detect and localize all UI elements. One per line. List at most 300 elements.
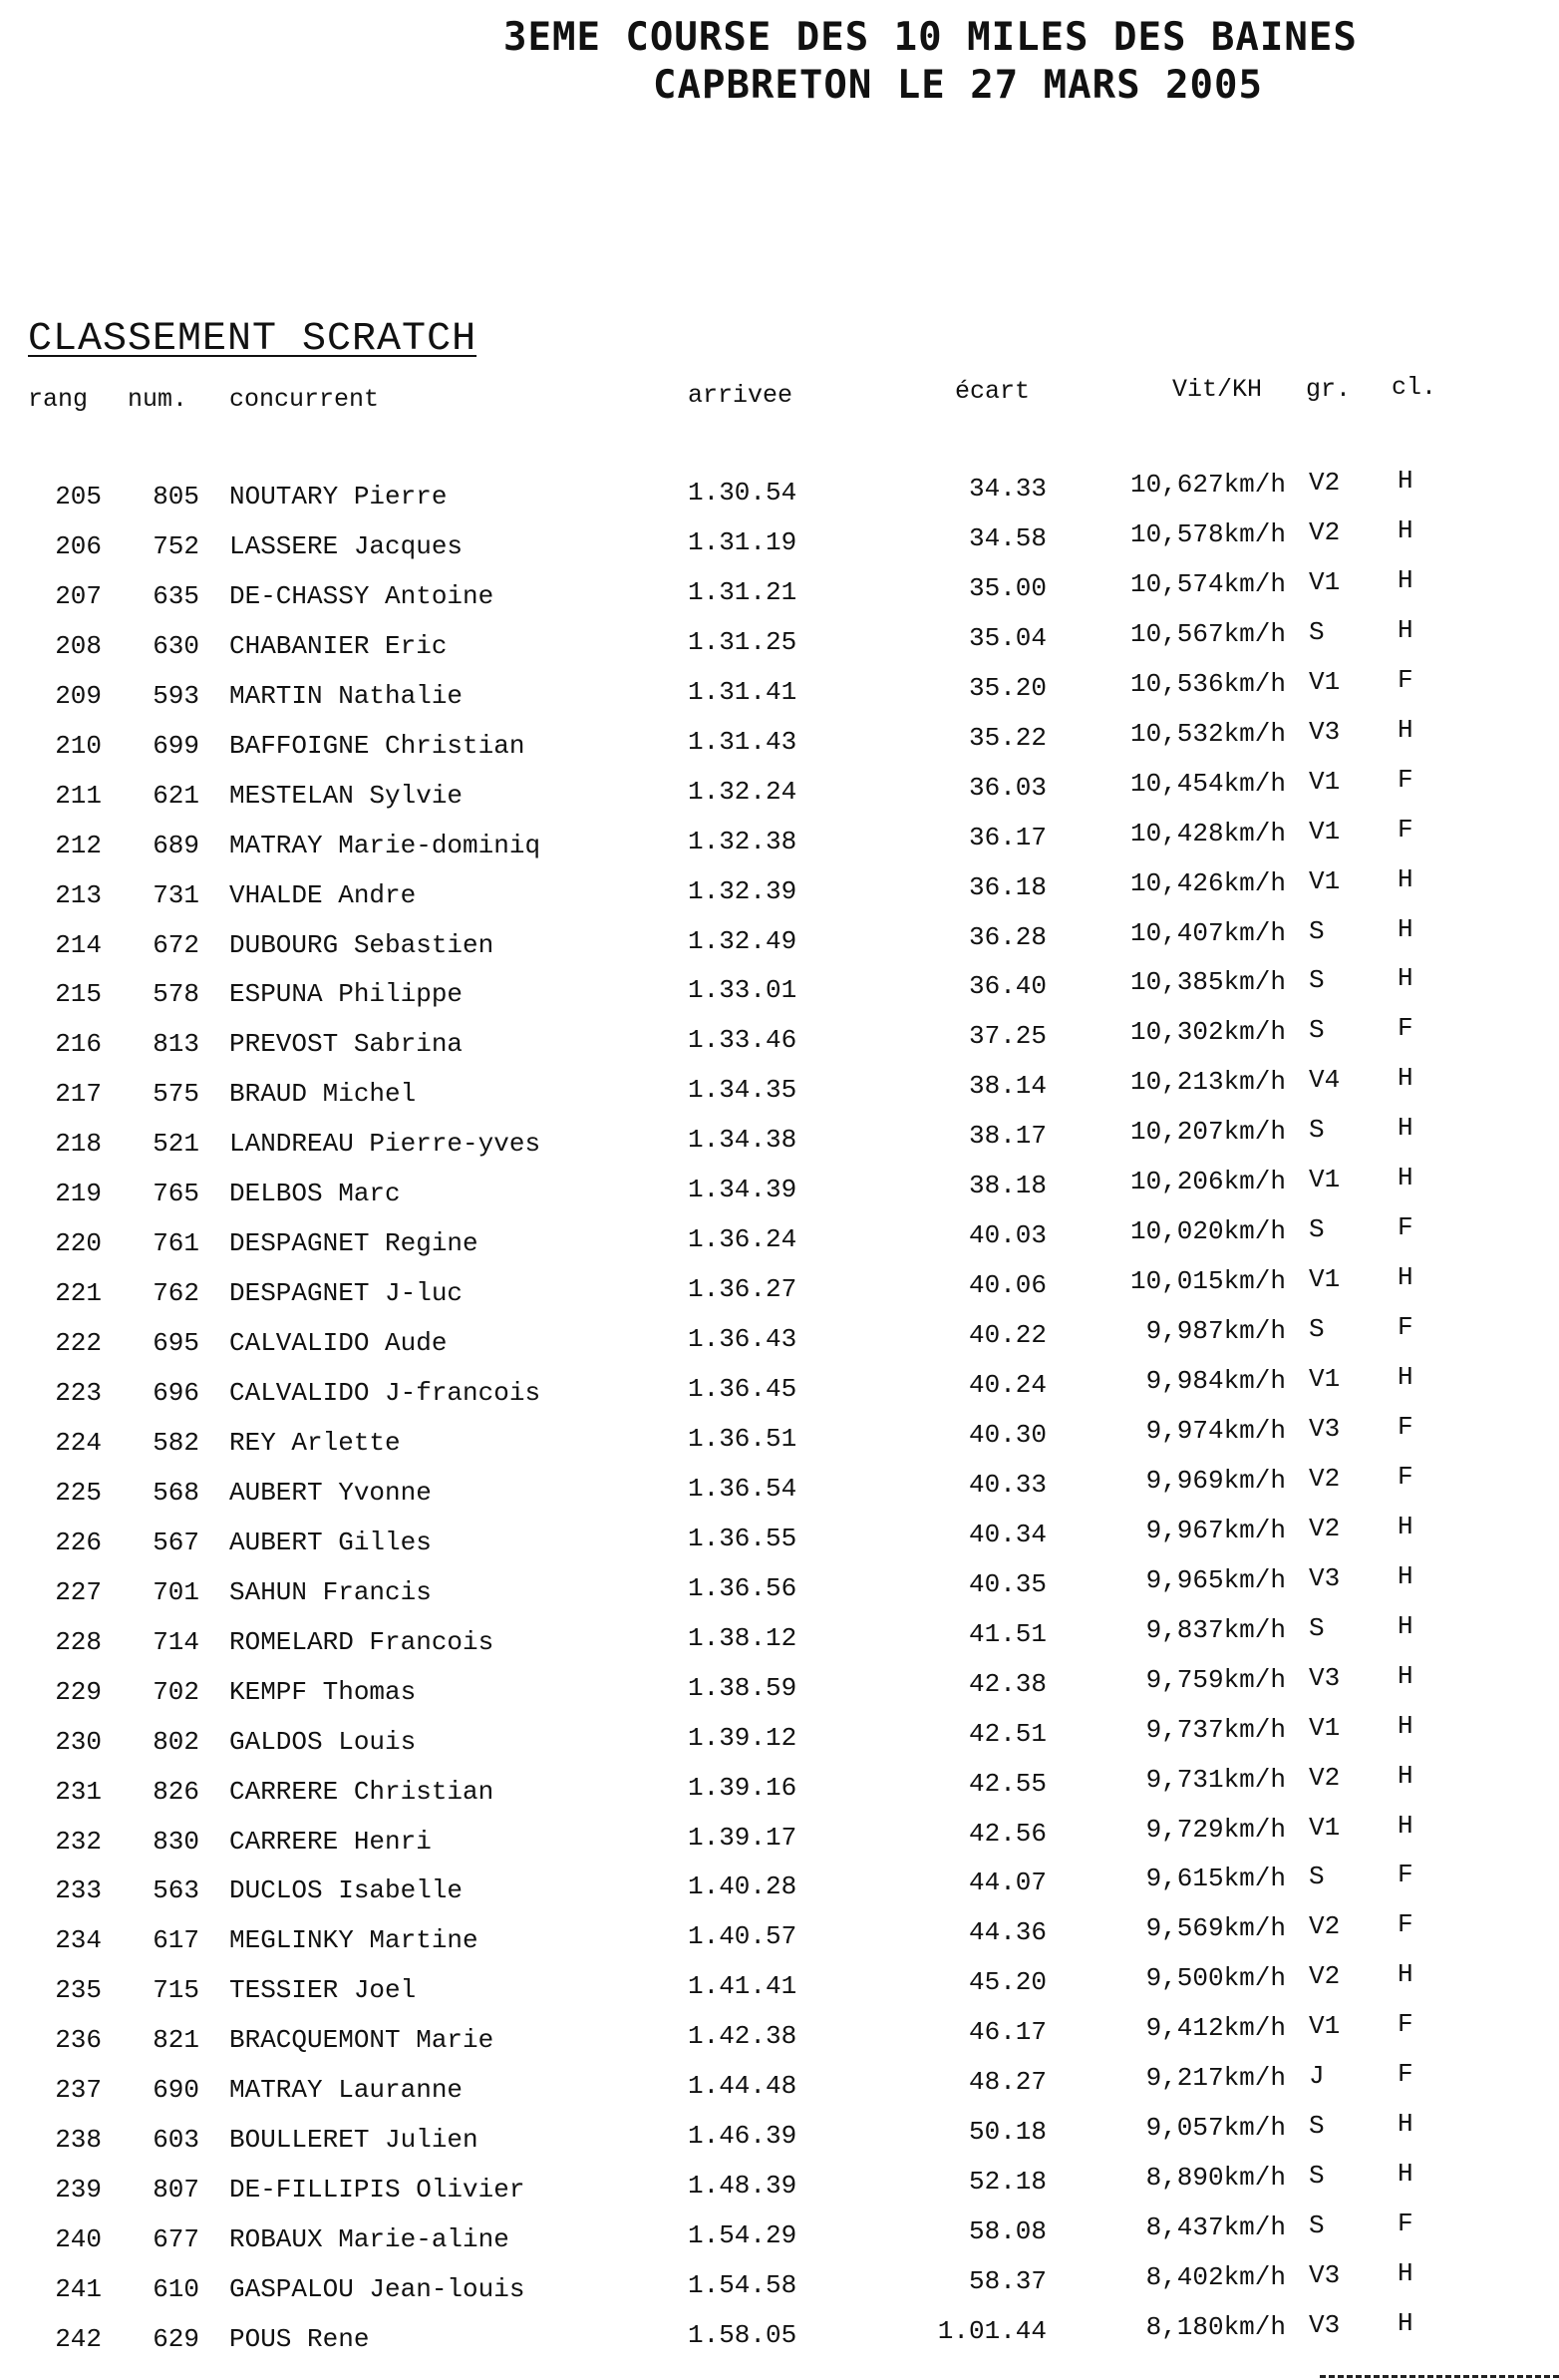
bib-number-cell: 805 bbox=[153, 482, 199, 511]
col-header-ecart: écart bbox=[955, 377, 1031, 406]
rang-cell: 212 bbox=[55, 831, 102, 860]
gender-cell: F bbox=[1398, 2059, 1413, 2089]
rang-cell: 228 bbox=[55, 1627, 102, 1657]
competitor-name-cell: BAFFOIGNE Christian bbox=[229, 731, 525, 761]
bib-number-cell: 807 bbox=[153, 2175, 199, 2205]
finish-time-cell: 1.33.01 bbox=[688, 975, 797, 1005]
bib-number-cell: 689 bbox=[153, 831, 199, 860]
competitor-name-cell: GASPALOU Jean-louis bbox=[229, 2274, 525, 2304]
gap-cell: 42.55 bbox=[968, 1769, 1047, 1799]
table-row bbox=[0, 1312, 1559, 1365]
bib-number-cell: 696 bbox=[153, 1378, 199, 1408]
speed-cell: 9,984km/h bbox=[1145, 1366, 1286, 1396]
table-row bbox=[0, 715, 1559, 768]
competitor-name-cell: AUBERT Gilles bbox=[229, 1528, 432, 1557]
category-cell: V1 bbox=[1309, 667, 1341, 697]
rang-cell: 230 bbox=[55, 1727, 102, 1757]
finish-time-cell: 1.32.24 bbox=[688, 777, 797, 807]
competitor-name-cell: MATRAY Marie-dominiq bbox=[229, 831, 541, 860]
speed-cell: 9,729km/h bbox=[1145, 1815, 1286, 1845]
col-header-gr: gr. bbox=[1306, 375, 1352, 404]
table-row bbox=[0, 2308, 1559, 2361]
rang-cell: 217 bbox=[55, 1079, 102, 1109]
gap-cell: 40.06 bbox=[968, 1270, 1047, 1300]
gap-cell: 35.04 bbox=[968, 623, 1047, 653]
bib-number-cell: 695 bbox=[153, 1328, 199, 1358]
table-row bbox=[0, 1860, 1559, 1912]
gender-cell: F bbox=[1398, 1212, 1413, 1242]
gender-cell: H bbox=[1398, 1561, 1413, 1591]
gap-cell: 42.56 bbox=[968, 1819, 1047, 1849]
competitor-name-cell: ESPUNA Philippe bbox=[229, 979, 464, 1009]
bib-number-cell: 826 bbox=[153, 1777, 199, 1807]
gap-cell: 34.58 bbox=[968, 523, 1047, 553]
gender-cell: F bbox=[1398, 665, 1413, 695]
gap-cell: 36.28 bbox=[968, 922, 1047, 952]
col-header-concurrent: concurrent bbox=[229, 385, 380, 414]
rang-cell: 209 bbox=[55, 681, 102, 711]
table-row bbox=[0, 1811, 1559, 1864]
finish-time-cell: 1.36.45 bbox=[688, 1374, 797, 1404]
rang-cell: 235 bbox=[55, 1975, 102, 2005]
finish-time-cell: 1.36.24 bbox=[688, 1224, 797, 1254]
finish-time-cell: 1.34.38 bbox=[688, 1125, 797, 1155]
speed-cell: 9,837km/h bbox=[1145, 1615, 1286, 1645]
competitor-name-cell: REY Arlette bbox=[229, 1428, 401, 1458]
bib-number-cell: 610 bbox=[153, 2274, 199, 2304]
competitor-name-cell: CARRERE Christian bbox=[229, 1777, 494, 1807]
category-cell: V3 bbox=[1309, 2310, 1341, 2340]
rang-cell: 205 bbox=[55, 482, 102, 511]
document-title bbox=[503, 14, 1358, 110]
rang-cell: 218 bbox=[55, 1129, 102, 1159]
gap-cell: 35.00 bbox=[968, 573, 1047, 603]
rang-cell: 210 bbox=[55, 731, 102, 761]
bib-number-cell: 731 bbox=[153, 880, 199, 910]
rang-cell: 236 bbox=[55, 2025, 102, 2055]
category-cell: V1 bbox=[1309, 2011, 1341, 2041]
category-cell: V1 bbox=[1309, 817, 1341, 847]
bib-number-cell: 677 bbox=[153, 2224, 199, 2254]
gap-cell: 58.08 bbox=[968, 2216, 1047, 2246]
speed-cell: 10,426km/h bbox=[1129, 868, 1286, 898]
rang-cell: 239 bbox=[55, 2175, 102, 2205]
bib-number-cell: 617 bbox=[153, 1925, 199, 1955]
category-cell: V3 bbox=[1309, 2260, 1341, 2290]
speed-cell: 10,428km/h bbox=[1129, 819, 1286, 849]
category-cell: V3 bbox=[1309, 1563, 1341, 1593]
finish-time-cell: 1.44.48 bbox=[688, 2071, 797, 2101]
table-row bbox=[0, 2009, 1559, 2062]
gap-cell: 50.18 bbox=[968, 2117, 1047, 2147]
gap-cell: 40.22 bbox=[968, 1320, 1047, 1350]
gender-cell: H bbox=[1398, 2308, 1413, 2338]
gap-cell: 40.03 bbox=[968, 1220, 1047, 1250]
rang-cell: 213 bbox=[55, 880, 102, 910]
bib-number-cell: 630 bbox=[153, 631, 199, 661]
gender-cell: H bbox=[1398, 963, 1413, 993]
finish-time-cell: 1.38.12 bbox=[688, 1623, 797, 1653]
bib-number-cell: 563 bbox=[153, 1875, 199, 1905]
bib-number-cell: 762 bbox=[153, 1278, 199, 1308]
speed-cell: 8,180km/h bbox=[1145, 2312, 1286, 2342]
gender-cell: H bbox=[1398, 1063, 1413, 1093]
col-header-arrivee: arrivee bbox=[688, 381, 793, 410]
table-row bbox=[0, 1113, 1559, 1166]
speed-cell: 10,385km/h bbox=[1129, 967, 1286, 997]
gap-cell: 58.37 bbox=[968, 2266, 1047, 2296]
speed-cell: 8,437km/h bbox=[1145, 2212, 1286, 2242]
rang-cell: 215 bbox=[55, 979, 102, 1009]
gap-cell: 35.22 bbox=[968, 723, 1047, 753]
gender-cell: H bbox=[1398, 615, 1413, 645]
gap-cell: 36.17 bbox=[968, 823, 1047, 852]
speed-cell: 10,574km/h bbox=[1129, 569, 1286, 599]
table-row bbox=[0, 1711, 1559, 1764]
rang-cell: 208 bbox=[55, 631, 102, 661]
bib-number-cell: 702 bbox=[153, 1677, 199, 1707]
competitor-name-cell: ROBAUX Marie-aline bbox=[229, 2224, 509, 2254]
table-row bbox=[0, 1462, 1559, 1515]
competitor-name-cell: ROMELARD Francois bbox=[229, 1627, 494, 1657]
bib-number-cell: 621 bbox=[153, 781, 199, 811]
finish-time-cell: 1.31.43 bbox=[688, 727, 797, 757]
bib-number-cell: 578 bbox=[153, 979, 199, 1009]
gap-cell: 38.17 bbox=[968, 1121, 1047, 1151]
competitor-name-cell: AUBERT Yvonne bbox=[229, 1478, 432, 1508]
gap-cell: 41.51 bbox=[968, 1619, 1047, 1649]
table-row bbox=[0, 515, 1559, 568]
gender-cell: F bbox=[1398, 1909, 1413, 1939]
finish-time-cell: 1.34.39 bbox=[688, 1175, 797, 1204]
table-row bbox=[0, 1063, 1559, 1116]
table-row bbox=[0, 1661, 1559, 1714]
speed-cell: 10,020km/h bbox=[1129, 1216, 1286, 1246]
table-row bbox=[0, 665, 1559, 718]
category-cell: V3 bbox=[1309, 1663, 1341, 1693]
bib-number-cell: 603 bbox=[153, 2125, 199, 2155]
competitor-name-cell: SAHUN Francis bbox=[229, 1577, 432, 1607]
table-row bbox=[0, 914, 1559, 967]
table-row bbox=[0, 1412, 1559, 1465]
finish-time-cell: 1.41.41 bbox=[688, 1971, 797, 2001]
rang-cell: 238 bbox=[55, 2125, 102, 2155]
finish-time-cell: 1.39.12 bbox=[688, 1723, 797, 1753]
gap-cell: 45.20 bbox=[968, 1967, 1047, 1997]
table-row bbox=[0, 615, 1559, 668]
finish-time-cell: 1.39.17 bbox=[688, 1823, 797, 1853]
category-cell: V2 bbox=[1309, 1514, 1341, 1543]
gap-cell: 36.40 bbox=[968, 971, 1047, 1001]
finish-time-cell: 1.48.39 bbox=[688, 2171, 797, 2201]
category-cell: S bbox=[1309, 1115, 1325, 1145]
bib-number-cell: 575 bbox=[153, 1079, 199, 1109]
speed-cell: 9,967km/h bbox=[1145, 1516, 1286, 1545]
competitor-name-cell: GALDOS Louis bbox=[229, 1727, 417, 1757]
bib-number-cell: 567 bbox=[153, 1528, 199, 1557]
bib-number-cell: 813 bbox=[153, 1029, 199, 1059]
table-row bbox=[0, 1611, 1559, 1664]
gap-cell: 48.27 bbox=[968, 2067, 1047, 2097]
finish-time-cell: 1.39.16 bbox=[688, 1773, 797, 1803]
rang-cell: 220 bbox=[55, 1228, 102, 1258]
category-cell: S bbox=[1309, 2210, 1325, 2240]
speed-cell: 10,015km/h bbox=[1129, 1266, 1286, 1296]
col-header-vit: Vit/KH bbox=[1172, 375, 1263, 404]
gap-cell: 36.18 bbox=[968, 872, 1047, 902]
speed-cell: 9,987km/h bbox=[1145, 1316, 1286, 1346]
competitor-name-cell: CALVALIDO J-francois bbox=[229, 1378, 541, 1408]
speed-cell: 8,890km/h bbox=[1145, 2163, 1286, 2193]
category-cell: V3 bbox=[1309, 1414, 1341, 1444]
finish-time-cell: 1.34.35 bbox=[688, 1075, 797, 1105]
bib-number-cell: 752 bbox=[153, 531, 199, 561]
col-header-num: num. bbox=[128, 385, 188, 414]
category-cell: V1 bbox=[1309, 1713, 1341, 1743]
bib-number-cell: 521 bbox=[153, 1129, 199, 1159]
category-cell: S bbox=[1309, 1015, 1325, 1045]
competitor-name-cell: BRAUD Michel bbox=[229, 1079, 417, 1109]
gender-cell: H bbox=[1398, 1512, 1413, 1541]
category-cell: S bbox=[1309, 2111, 1325, 2141]
table-row bbox=[0, 2258, 1559, 2311]
category-cell: V1 bbox=[1309, 1264, 1341, 1294]
rang-cell: 211 bbox=[55, 781, 102, 811]
gender-cell: H bbox=[1398, 715, 1413, 745]
category-cell: S bbox=[1309, 1314, 1325, 1344]
finish-time-cell: 1.32.39 bbox=[688, 876, 797, 906]
gap-cell: 34.33 bbox=[968, 474, 1047, 504]
category-cell: V3 bbox=[1309, 717, 1341, 747]
bib-number-cell: 761 bbox=[153, 1228, 199, 1258]
table-row bbox=[0, 1163, 1559, 1215]
competitor-name-cell: MEGLINKY Martine bbox=[229, 1925, 478, 1955]
gender-cell: F bbox=[1398, 765, 1413, 795]
speed-cell: 9,217km/h bbox=[1145, 2063, 1286, 2093]
table-row bbox=[0, 815, 1559, 867]
gender-cell: H bbox=[1398, 1163, 1413, 1192]
gender-cell: H bbox=[1398, 1113, 1413, 1143]
gap-cell: 42.38 bbox=[968, 1669, 1047, 1699]
rang-cell: 242 bbox=[55, 2324, 102, 2354]
finish-time-cell: 1.31.21 bbox=[688, 577, 797, 607]
table-row bbox=[0, 565, 1559, 618]
competitor-name-cell: BRACQUEMONT Marie bbox=[229, 2025, 494, 2055]
gender-cell: H bbox=[1398, 466, 1413, 496]
category-cell: V2 bbox=[1309, 517, 1341, 547]
finish-time-cell: 1.46.39 bbox=[688, 2121, 797, 2151]
gap-cell: 35.20 bbox=[968, 673, 1047, 703]
category-cell: S bbox=[1309, 1862, 1325, 1891]
gender-cell: F bbox=[1398, 1462, 1413, 1492]
category-cell: V1 bbox=[1309, 1813, 1341, 1843]
speed-cell: 10,532km/h bbox=[1129, 719, 1286, 749]
gender-cell: H bbox=[1398, 1711, 1413, 1741]
gender-cell: F bbox=[1398, 2209, 1413, 2238]
category-cell: V4 bbox=[1309, 1065, 1341, 1095]
rang-cell: 237 bbox=[55, 2075, 102, 2105]
gender-cell: H bbox=[1398, 565, 1413, 595]
bib-number-cell: 593 bbox=[153, 681, 199, 711]
competitor-name-cell: VHALDE Andre bbox=[229, 880, 417, 910]
competitor-name-cell: CHABANIER Eric bbox=[229, 631, 448, 661]
speed-cell: 10,454km/h bbox=[1129, 769, 1286, 799]
speed-cell: 9,974km/h bbox=[1145, 1416, 1286, 1446]
category-cell: V2 bbox=[1309, 1763, 1341, 1793]
competitor-name-cell: LANDREAU Pierre-yves bbox=[229, 1129, 541, 1159]
competitor-name-cell: TESSIER Joel bbox=[229, 1975, 417, 2005]
section-title: CLASSEMENT SCRATCH bbox=[28, 317, 477, 362]
gender-cell: H bbox=[1398, 2258, 1413, 2288]
competitor-name-cell: PREVOST Sabrina bbox=[229, 1029, 464, 1059]
table-row bbox=[0, 1909, 1559, 1962]
category-cell: S bbox=[1309, 1613, 1325, 1643]
gap-cell: 1.01.44 bbox=[937, 2316, 1047, 2346]
bib-number-cell: 568 bbox=[153, 1478, 199, 1508]
competitor-name-cell: MARTIN Nathalie bbox=[229, 681, 464, 711]
competitor-name-cell: NOUTARY Pierre bbox=[229, 482, 448, 511]
table-row bbox=[0, 1362, 1559, 1415]
bib-number-cell: 715 bbox=[153, 1975, 199, 2005]
speed-cell: 10,407km/h bbox=[1129, 918, 1286, 948]
gap-cell: 40.30 bbox=[968, 1420, 1047, 1450]
competitor-name-cell: DUCLOS Isabelle bbox=[229, 1875, 464, 1905]
competitor-name-cell: DESPAGNET Regine bbox=[229, 1228, 478, 1258]
rang-cell: 231 bbox=[55, 1777, 102, 1807]
speed-cell: 10,578km/h bbox=[1129, 519, 1286, 549]
competitor-name-cell: MESTELAN Sylvie bbox=[229, 781, 464, 811]
bib-number-cell: 635 bbox=[153, 581, 199, 611]
finish-time-cell: 1.36.54 bbox=[688, 1474, 797, 1504]
competitor-name-cell: DELBOS Marc bbox=[229, 1179, 401, 1208]
speed-cell: 10,207km/h bbox=[1129, 1117, 1286, 1147]
finish-time-cell: 1.54.29 bbox=[688, 2220, 797, 2250]
speed-cell: 9,969km/h bbox=[1145, 1466, 1286, 1496]
gap-cell: 40.34 bbox=[968, 1520, 1047, 1549]
rang-cell: 227 bbox=[55, 1577, 102, 1607]
finish-time-cell: 1.32.49 bbox=[688, 926, 797, 956]
competitor-name-cell: CARRERE Henri bbox=[229, 1827, 432, 1857]
category-cell: S bbox=[1309, 965, 1325, 995]
category-cell: V2 bbox=[1309, 1464, 1341, 1494]
rang-cell: 224 bbox=[55, 1428, 102, 1458]
competitor-name-cell: CALVALIDO Aude bbox=[229, 1328, 448, 1358]
rang-cell: 232 bbox=[55, 1827, 102, 1857]
finish-time-cell: 1.31.19 bbox=[688, 527, 797, 557]
finish-time-cell: 1.40.57 bbox=[688, 1921, 797, 1951]
col-header-cl: cl. bbox=[1392, 373, 1437, 402]
category-cell: S bbox=[1309, 2161, 1325, 2191]
table-row bbox=[0, 2109, 1559, 2162]
table-row bbox=[0, 963, 1559, 1016]
rang-cell: 207 bbox=[55, 581, 102, 611]
category-cell: J bbox=[1309, 2061, 1325, 2091]
gender-cell: H bbox=[1398, 1611, 1413, 1641]
gender-cell: F bbox=[1398, 1860, 1413, 1889]
rang-cell: 225 bbox=[55, 1478, 102, 1508]
finish-time-cell: 1.36.43 bbox=[688, 1324, 797, 1354]
bib-number-cell: 821 bbox=[153, 2025, 199, 2055]
table-row bbox=[0, 1212, 1559, 1265]
rang-cell: 223 bbox=[55, 1378, 102, 1408]
rang-cell: 229 bbox=[55, 1677, 102, 1707]
gender-cell: H bbox=[1398, 1811, 1413, 1841]
category-cell: S bbox=[1309, 1214, 1325, 1244]
competitor-name-cell: DUBOURG Sebastien bbox=[229, 930, 494, 960]
competitor-name-cell: LASSERE Jacques bbox=[229, 531, 464, 561]
gender-cell: F bbox=[1398, 2009, 1413, 2039]
table-row bbox=[0, 1262, 1559, 1315]
speed-cell: 9,412km/h bbox=[1145, 2013, 1286, 2043]
category-cell: V2 bbox=[1309, 468, 1341, 498]
competitor-name-cell: POUS Rene bbox=[229, 2324, 370, 2354]
gap-cell: 40.24 bbox=[968, 1370, 1047, 1400]
gender-cell: F bbox=[1398, 1312, 1413, 1342]
gap-cell: 40.35 bbox=[968, 1569, 1047, 1599]
category-cell: V1 bbox=[1309, 767, 1341, 797]
speed-cell: 10,627km/h bbox=[1129, 470, 1286, 500]
bib-number-cell: 830 bbox=[153, 1827, 199, 1857]
finish-time-cell: 1.54.58 bbox=[688, 2270, 797, 2300]
gap-cell: 37.25 bbox=[968, 1021, 1047, 1051]
finish-time-cell: 1.31.25 bbox=[688, 627, 797, 657]
speed-cell: 9,737km/h bbox=[1145, 1715, 1286, 1745]
competitor-name-cell: DE-FILLIPIS Olivier bbox=[229, 2175, 525, 2205]
gender-cell: H bbox=[1398, 864, 1413, 894]
gender-cell: H bbox=[1398, 1761, 1413, 1791]
speed-cell: 10,213km/h bbox=[1129, 1067, 1286, 1097]
competitor-name-cell: DE-CHASSY Antoine bbox=[229, 581, 494, 611]
rang-cell: 234 bbox=[55, 1925, 102, 1955]
category-cell: V2 bbox=[1309, 1961, 1341, 1991]
bib-number-cell: 802 bbox=[153, 1727, 199, 1757]
table-row bbox=[0, 466, 1559, 518]
rang-cell: 219 bbox=[55, 1179, 102, 1208]
bib-number-cell: 701 bbox=[153, 1577, 199, 1607]
category-cell: V2 bbox=[1309, 1911, 1341, 1941]
finish-time-cell: 1.36.55 bbox=[688, 1524, 797, 1553]
gap-cell: 46.17 bbox=[968, 2017, 1047, 2047]
speed-cell: 8,402km/h bbox=[1145, 2262, 1286, 2292]
rang-cell: 241 bbox=[55, 2274, 102, 2304]
table-row bbox=[0, 1761, 1559, 1814]
finish-time-cell: 1.38.59 bbox=[688, 1673, 797, 1703]
speed-cell: 10,536km/h bbox=[1129, 669, 1286, 699]
rang-cell: 214 bbox=[55, 930, 102, 960]
speed-cell: 9,759km/h bbox=[1145, 1665, 1286, 1695]
gap-cell: 42.51 bbox=[968, 1719, 1047, 1749]
rang-cell: 226 bbox=[55, 1528, 102, 1557]
bib-number-cell: 672 bbox=[153, 930, 199, 960]
table-row bbox=[0, 2159, 1559, 2211]
gap-cell: 44.07 bbox=[968, 1868, 1047, 1897]
gender-cell: H bbox=[1398, 2109, 1413, 2139]
speed-cell: 9,731km/h bbox=[1145, 1765, 1286, 1795]
finish-time-cell: 1.42.38 bbox=[688, 2021, 797, 2051]
gender-cell: H bbox=[1398, 914, 1413, 944]
rang-cell: 233 bbox=[55, 1875, 102, 1905]
speed-cell: 10,302km/h bbox=[1129, 1017, 1286, 1047]
competitor-name-cell: DESPAGNET J-luc bbox=[229, 1278, 464, 1308]
finish-time-cell: 1.40.28 bbox=[688, 1871, 797, 1901]
finish-time-cell: 1.30.54 bbox=[688, 478, 797, 508]
col-header-rang: rang bbox=[28, 385, 89, 414]
category-cell: S bbox=[1309, 916, 1325, 946]
title-line-1: 3EME COURSE DES 10 MILES DES BAINES bbox=[503, 15, 1358, 60]
table-row bbox=[0, 1959, 1559, 2012]
gap-cell: 44.36 bbox=[968, 1917, 1047, 1947]
table-row bbox=[0, 864, 1559, 917]
